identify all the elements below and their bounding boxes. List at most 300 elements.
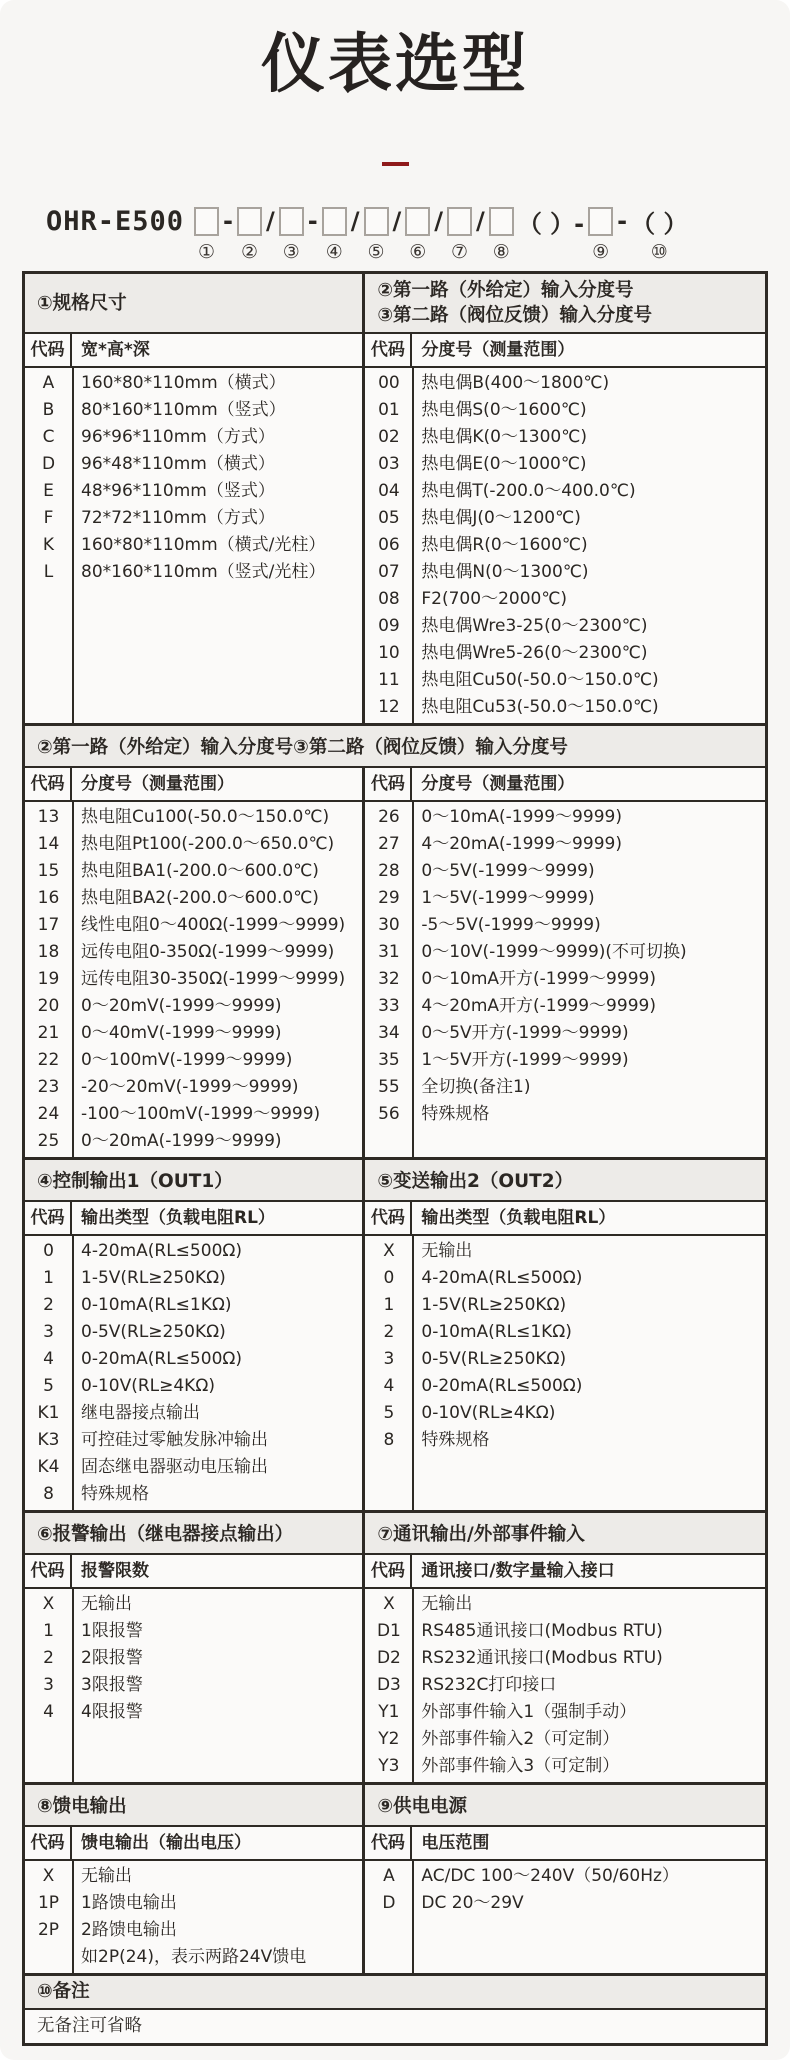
table-row xyxy=(25,1454,362,1481)
row-code: E xyxy=(43,481,54,502)
row-code: 3 xyxy=(43,1322,54,1343)
model-position-number: ① xyxy=(198,241,216,264)
model-token xyxy=(237,204,262,265)
table-row xyxy=(365,1591,765,1618)
section-power-supply-title: ⑨供电电源 xyxy=(365,1785,765,1827)
code-column-header: 代码 xyxy=(365,334,412,366)
row-desc: 线性电阻0～400Ω(-1999～9999) xyxy=(81,915,346,936)
section-transmit-output-2 xyxy=(365,1160,765,1510)
band-alarm-comm xyxy=(25,1510,765,1782)
row-desc: 热电偶N(0～1300℃) xyxy=(421,562,589,583)
model-position-number: ⑥ xyxy=(409,241,427,264)
band-spec-and-input xyxy=(25,274,765,723)
row-desc: 160*80*110mm（横式/光柱） xyxy=(81,535,326,556)
row-code: K3 xyxy=(37,1430,60,1451)
row-desc: 远传电阻0-350Ω(-1999～9999) xyxy=(81,942,335,963)
model-position-number: ④ xyxy=(325,241,343,264)
table-row xyxy=(365,1373,765,1400)
table-row xyxy=(365,939,765,966)
table-row xyxy=(25,858,362,885)
section-spec-size xyxy=(25,274,365,723)
row-desc: DC 20～29V xyxy=(421,1893,524,1914)
row-desc: 无输出 xyxy=(81,1594,132,1615)
row-code: 13 xyxy=(37,807,60,828)
row-code: 24 xyxy=(37,1104,60,1125)
row-code: 23 xyxy=(37,1077,60,1098)
table-row xyxy=(25,451,362,478)
row-code: 11 xyxy=(378,670,400,691)
table-row xyxy=(365,1074,765,1101)
model-position-number: ⑧ xyxy=(492,241,510,264)
table-row xyxy=(25,831,362,858)
table-row xyxy=(25,1618,362,1645)
row-code: 0 xyxy=(43,1241,54,1262)
row-desc: 热电阻Pt100(-200.0～650.0℃) xyxy=(81,834,335,855)
row-desc: 80*160*110mm（竖式/光柱） xyxy=(81,562,326,583)
row-code: 30 xyxy=(378,915,400,936)
alarm-subheader xyxy=(25,1555,362,1589)
row-desc: -5～5V(-1999～9999) xyxy=(421,915,601,936)
row-desc: RS485通讯接口(Modbus RTU) xyxy=(421,1621,663,1642)
section-comm-output xyxy=(365,1513,765,1782)
row-desc: 1-5V(RL≥250KΩ) xyxy=(81,1268,226,1289)
table-row xyxy=(25,1400,362,1427)
row-code: 29 xyxy=(378,888,400,909)
row-desc: 热电偶Wre3-25(0～2300℃) xyxy=(421,616,648,637)
row-desc: 0-10mA(RL≤1KΩ) xyxy=(421,1322,572,1343)
section-alarm-output-title: ⑥报警输出（继电器接点输出） xyxy=(25,1513,362,1555)
row-code: 25 xyxy=(37,1131,60,1152)
remark-note: 无备注可省略 xyxy=(37,2016,142,2037)
row-desc: 可控硅过零触发脉冲输出 xyxy=(81,1430,268,1451)
row-code: F xyxy=(43,508,54,529)
output-type-column-header: 输出类型（负载电阻RL） xyxy=(81,1208,275,1229)
model-position-number: ⑤ xyxy=(367,241,385,264)
table-row xyxy=(365,1047,765,1074)
table-row xyxy=(25,397,362,424)
table-row xyxy=(365,1645,765,1672)
table-row xyxy=(365,559,765,586)
table-row xyxy=(365,586,765,613)
model-code-box xyxy=(194,207,219,236)
input-division-subheader xyxy=(365,334,765,368)
power-rows xyxy=(365,1861,765,1973)
row-desc: 1限报警 xyxy=(81,1621,143,1642)
row-desc: 4-20mA(RL≤500Ω) xyxy=(421,1268,583,1289)
input-division-right xyxy=(365,768,765,1157)
transmit-output-rows xyxy=(365,1236,765,1510)
row-code: 05 xyxy=(378,508,400,529)
division-column-header: 分度号（测量范围） xyxy=(81,774,234,795)
row-code: 2P xyxy=(37,1920,60,1941)
table-row xyxy=(25,1672,362,1699)
row-desc: 全切换(备注1) xyxy=(421,1077,531,1098)
row-code: 04 xyxy=(378,481,400,502)
row-desc: 1路馈电输出 xyxy=(81,1893,177,1914)
row-desc: 热电阻Cu50(-50.0～150.0℃) xyxy=(421,670,659,691)
row-code: K4 xyxy=(37,1457,60,1478)
row-desc: 96*96*110mm（方式） xyxy=(81,427,275,448)
row-desc: 1-5V(RL≥250KΩ) xyxy=(421,1295,567,1316)
code-column-header: 代码 xyxy=(25,768,72,800)
section-control-output-1-title: ④控制输出1（OUT1） xyxy=(25,1160,362,1202)
row-code: 31 xyxy=(378,942,400,963)
table-row xyxy=(25,1591,362,1618)
row-desc: 1～5V(-1999～9999) xyxy=(421,888,595,909)
model-code-box xyxy=(489,207,514,236)
row-desc: 0-5V(RL≥250KΩ) xyxy=(81,1322,226,1343)
row-code: 5 xyxy=(43,1376,54,1397)
row-code: D1 xyxy=(376,1621,401,1642)
table-row xyxy=(365,532,765,559)
row-code: X xyxy=(383,1594,395,1615)
row-desc: 热电偶Wre5-26(0～2300℃) xyxy=(421,643,648,664)
row-code: 2 xyxy=(383,1322,395,1343)
code-column-header: 代码 xyxy=(365,1555,412,1587)
model-token xyxy=(46,204,190,265)
table-row xyxy=(25,505,362,532)
table-row xyxy=(25,1890,362,1917)
row-code: 07 xyxy=(378,562,400,583)
table-row xyxy=(365,885,765,912)
row-code: 4 xyxy=(43,1702,54,1723)
band-outputs xyxy=(25,1157,765,1510)
table-row xyxy=(365,1020,765,1047)
control-output-subheader xyxy=(25,1202,362,1236)
row-desc: -20～20mV(-1999～9999) xyxy=(81,1077,299,1098)
table-row xyxy=(365,804,765,831)
row-code: 2 xyxy=(43,1648,54,1669)
row-code: 21 xyxy=(37,1023,60,1044)
row-desc: 0-20mA(RL≤500Ω) xyxy=(81,1349,243,1370)
row-desc: 0-5V(RL≥250KΩ) xyxy=(421,1349,567,1370)
section-feed-output-title: ⑧馈电输出 xyxy=(25,1785,362,1827)
table-row xyxy=(365,694,765,721)
model-token xyxy=(223,204,233,265)
code-column-header: 代码 xyxy=(25,1827,72,1859)
row-code: D xyxy=(41,454,56,475)
table-row xyxy=(365,1400,765,1427)
table-row xyxy=(25,966,362,993)
division-column-header: 分度号（测量范围） xyxy=(421,340,575,361)
table-row xyxy=(25,478,362,505)
table-row xyxy=(25,532,362,559)
table-row xyxy=(25,885,362,912)
table-row xyxy=(25,1481,362,1508)
model-prefix: OHR-E500 xyxy=(46,205,185,237)
row-desc: 无输出 xyxy=(421,1594,473,1615)
row-code: 8 xyxy=(43,1484,54,1505)
row-code: K1 xyxy=(37,1403,60,1424)
row-desc: 4～20mA开方(-1999～9999) xyxy=(421,996,656,1017)
model-token xyxy=(351,204,360,265)
row-desc: 0～40mV(-1999～9999) xyxy=(81,1023,282,1044)
table-row xyxy=(365,505,765,532)
row-code: 26 xyxy=(378,807,400,828)
section-input-division-2-title: ②第一路（外给定）输入分度号③第二路（阀位反馈）输入分度号 xyxy=(25,726,765,768)
code-column-header: 代码 xyxy=(365,768,412,800)
row-code: 02 xyxy=(378,427,400,448)
table-row xyxy=(365,451,765,478)
row-desc: 0-10V(RL≥4KΩ) xyxy=(421,1403,556,1424)
row-code: 34 xyxy=(378,1023,400,1044)
row-code: 15 xyxy=(37,861,60,882)
row-desc: 热电阻Cu100(-50.0～150.0℃) xyxy=(81,807,330,828)
row-desc: 热电阻Cu53(-50.0～150.0℃) xyxy=(421,697,659,718)
row-code: 22 xyxy=(37,1050,60,1071)
model-token xyxy=(476,204,485,265)
row-code: 19 xyxy=(37,969,60,990)
table-row xyxy=(365,966,765,993)
row-code: Y1 xyxy=(378,1702,400,1723)
row-desc: 2限报警 xyxy=(81,1648,143,1669)
row-desc: 160*80*110mm（横式） xyxy=(81,373,286,394)
row-code: 3 xyxy=(383,1349,395,1370)
code-column-header: 代码 xyxy=(25,1555,72,1587)
table-row xyxy=(25,804,362,831)
alarm-limit-column-header: 报警限数 xyxy=(81,1561,149,1582)
row-code: A xyxy=(383,1866,395,1887)
row-desc: 热电偶K(0～1300℃) xyxy=(421,427,587,448)
page-title: 仪表选型 xyxy=(261,28,529,102)
row-desc: 热电偶E(0～1000℃) xyxy=(421,454,587,475)
row-desc: 热电偶T(-200.0～400.0℃) xyxy=(421,481,636,502)
row-code: 33 xyxy=(378,996,400,1017)
table-row xyxy=(365,1427,765,1454)
section-comm-output-title: ⑦通讯输出/外部事件输入 xyxy=(365,1513,765,1555)
row-code: D xyxy=(382,1893,396,1914)
model-token xyxy=(447,204,472,265)
row-code: 32 xyxy=(378,969,400,990)
table-row xyxy=(365,1726,765,1753)
row-desc: 远传电阻30-350Ω(-1999～9999) xyxy=(81,969,346,990)
row-code: 5 xyxy=(383,1403,395,1424)
control-output-rows xyxy=(25,1236,362,1510)
row-code: 1P xyxy=(37,1893,60,1914)
spec-size-rows xyxy=(25,368,362,723)
alarm-rows xyxy=(25,1589,362,1782)
model-position-number: ③ xyxy=(282,241,300,264)
row-code: C xyxy=(42,427,55,448)
row-desc: 继电器接点输出 xyxy=(81,1403,200,1424)
table-row xyxy=(25,1346,362,1373)
row-code: D2 xyxy=(376,1648,401,1669)
row-code: 1 xyxy=(383,1295,395,1316)
model-separator: / xyxy=(476,207,485,236)
row-desc: 外部事件输入1（强制手动） xyxy=(421,1702,637,1723)
row-code: 0 xyxy=(383,1268,395,1289)
code-column-header: 代码 xyxy=(365,1202,412,1234)
model-token xyxy=(489,204,514,265)
table-row xyxy=(25,1917,362,1944)
row-code: 18 xyxy=(37,942,60,963)
row-desc: 3限报警 xyxy=(81,1675,143,1696)
row-code: 56 xyxy=(378,1104,400,1125)
row-desc: 2路馈电输出 xyxy=(81,1920,177,1941)
band-input-division-continued xyxy=(25,723,765,1157)
row-code: 17 xyxy=(37,915,60,936)
power-subheader xyxy=(365,1827,765,1861)
comm-subheader xyxy=(365,1555,765,1589)
input-division-right-subheader xyxy=(365,768,765,802)
row-code: K xyxy=(42,535,55,556)
table-row xyxy=(365,1346,765,1373)
row-desc: 外部事件输入2（可定制） xyxy=(421,1729,620,1750)
model-separator: / xyxy=(266,207,275,236)
row-desc: 0-20mA(RL≤500Ω) xyxy=(421,1376,583,1397)
model-token xyxy=(617,204,627,265)
table-row xyxy=(365,1890,765,1917)
row-code: B xyxy=(42,400,55,421)
row-code: 20 xyxy=(37,996,60,1017)
row-code: 01 xyxy=(378,400,400,421)
table-row xyxy=(365,397,765,424)
row-code: Y3 xyxy=(378,1756,400,1777)
table-row xyxy=(365,831,765,858)
model-separator: / xyxy=(350,207,360,236)
row-code: L xyxy=(43,562,54,583)
row-code: 27 xyxy=(378,834,400,855)
model-token xyxy=(393,204,402,265)
comm-rows xyxy=(365,1589,765,1782)
row-code: 2 xyxy=(43,1295,54,1316)
row-code: 8 xyxy=(383,1430,395,1451)
model-position-number: ⑦ xyxy=(451,241,469,264)
row-code: 09 xyxy=(378,616,400,637)
input-division-left-subheader xyxy=(25,768,362,802)
row-desc: RS232通讯接口(Modbus RTU) xyxy=(421,1648,663,1669)
model-code-box xyxy=(364,207,389,236)
table-row xyxy=(365,370,765,397)
row-desc: 0～20mV(-1999～9999) xyxy=(81,996,282,1017)
accent-dash xyxy=(382,162,409,166)
model-separator: - xyxy=(617,207,628,236)
row-desc: -100～100mV(-1999～9999) xyxy=(81,1104,321,1125)
model-token xyxy=(631,204,687,265)
row-desc: 固态继电器驱动电压输出 xyxy=(81,1457,268,1478)
row-desc: 无输出 xyxy=(81,1866,132,1887)
table-row xyxy=(25,370,362,397)
row-desc: 0～10mA(-1999～9999) xyxy=(421,807,622,828)
section-control-output-1 xyxy=(25,1160,365,1510)
model-code-box xyxy=(447,207,472,236)
row-code: X xyxy=(383,1241,395,1262)
table-row xyxy=(25,1699,362,1726)
table-row xyxy=(365,993,765,1020)
input-division-rows-26-56 xyxy=(365,802,765,1157)
table-row xyxy=(25,1020,362,1047)
row-code: X xyxy=(42,1594,55,1615)
table-row xyxy=(25,1128,362,1155)
model-token xyxy=(405,204,430,265)
row-desc: 0-10V(RL≥4KΩ) xyxy=(81,1376,215,1397)
table-row xyxy=(25,1101,362,1128)
table-row xyxy=(365,1292,765,1319)
row-code: 1 xyxy=(43,1268,54,1289)
table-row xyxy=(25,993,362,1020)
table-row xyxy=(365,1699,765,1726)
model-code-box xyxy=(322,207,347,236)
model-token xyxy=(434,204,443,265)
table-row xyxy=(25,1863,362,1890)
row-desc: 0～5V(-1999～9999) xyxy=(421,861,595,882)
model-code-box xyxy=(279,207,304,236)
model-token xyxy=(279,204,304,265)
row-desc: 无输出 xyxy=(421,1241,473,1262)
row-desc: 特殊规格 xyxy=(81,1484,149,1505)
row-code: 4 xyxy=(383,1376,395,1397)
table-row xyxy=(25,1944,362,1971)
section-input-division-1 xyxy=(365,274,765,723)
row-desc: 热电偶J(0～1200℃) xyxy=(421,508,581,529)
table-row xyxy=(365,1265,765,1292)
row-code: 28 xyxy=(378,861,400,882)
row-code: 12 xyxy=(378,697,400,718)
model-code-box xyxy=(237,207,262,236)
row-code: 3 xyxy=(43,1675,54,1696)
table-row xyxy=(365,912,765,939)
row-code: 00 xyxy=(378,373,400,394)
row-desc: 96*48*110mm（横式） xyxy=(81,454,275,475)
row-desc: 热电阻BA2(-200.0～600.0℃) xyxy=(81,888,319,909)
row-desc: 0-10mA(RL≤1KΩ) xyxy=(81,1295,232,1316)
section-transmit-output-2-title: ⑤变送输出2（OUT2） xyxy=(365,1160,765,1202)
table-row xyxy=(365,1672,765,1699)
row-desc: RS232C打印接口 xyxy=(421,1675,557,1696)
section-spec-size-title: ①规格尺寸 xyxy=(25,274,362,334)
input-division-left xyxy=(25,768,365,1157)
comm-interface-column-header: 通讯接口/数字量输入接口 xyxy=(421,1561,615,1582)
row-desc: 热电偶S(0～1600℃) xyxy=(421,400,587,421)
model-token xyxy=(588,204,613,265)
row-desc: 0～100mV(-1999～9999) xyxy=(81,1050,293,1071)
selection-table xyxy=(22,271,768,2046)
row-desc: 0～10V(-1999～9999)(不可切换) xyxy=(421,942,687,963)
table-row xyxy=(365,667,765,694)
row-desc: 如2P(24)，表示两路24V馈电 xyxy=(81,1947,307,1968)
row-code: 06 xyxy=(378,535,400,556)
table-row xyxy=(25,1319,362,1346)
model-token xyxy=(308,204,318,265)
section-alarm-output xyxy=(25,1513,365,1782)
model-separator: （ ）- xyxy=(517,209,585,238)
input-division-title-line2: ③第二路（阀位反馈）输入分度号 xyxy=(377,305,653,327)
feed-subheader xyxy=(25,1827,362,1861)
table-row xyxy=(365,1618,765,1645)
section-feed-output xyxy=(25,1785,365,1973)
row-code: X xyxy=(42,1866,55,1887)
table-row xyxy=(25,424,362,451)
table-row xyxy=(365,424,765,451)
table-row xyxy=(365,613,765,640)
division-column-header: 分度号（测量范围） xyxy=(421,774,575,795)
table-row xyxy=(25,1074,362,1101)
table-row xyxy=(365,1238,765,1265)
row-code: 14 xyxy=(37,834,60,855)
row-code: 4 xyxy=(43,1349,54,1370)
model-position-number: ② xyxy=(240,241,259,264)
model-separator: - xyxy=(307,207,318,236)
table-row xyxy=(25,1292,362,1319)
section-input-division-title xyxy=(365,274,765,334)
row-desc: 特殊规格 xyxy=(421,1430,490,1451)
model-position-number: ⑩ xyxy=(650,241,668,264)
model-separator: （ ） xyxy=(631,209,688,238)
row-code: Y2 xyxy=(378,1729,400,1750)
model-separator: / xyxy=(434,207,444,236)
table-row xyxy=(365,1863,765,1890)
model-code-box xyxy=(405,207,430,236)
